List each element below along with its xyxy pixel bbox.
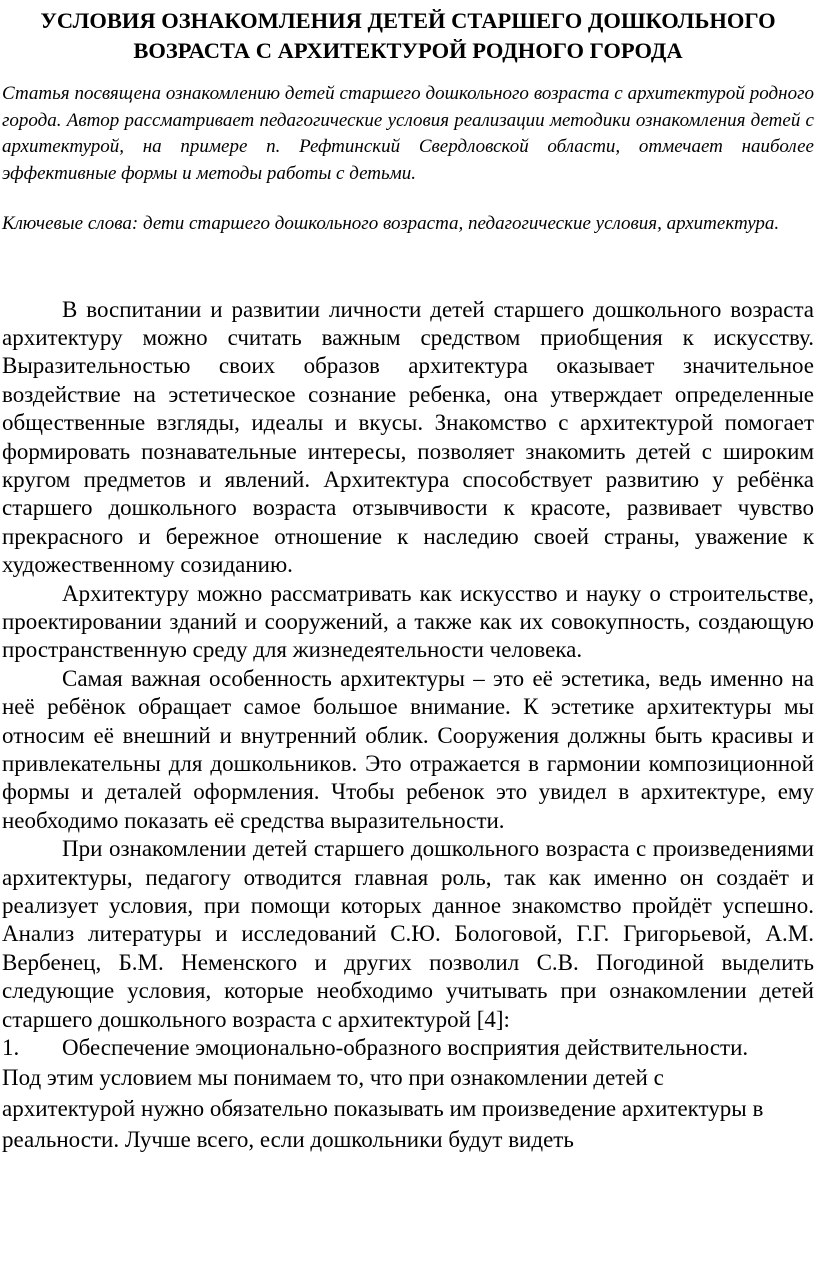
body-paragraph: При ознакомлении детей старшего дошкольного возраста с произведениями архитектуры, педагогу отводится главная роль, так как именно он создаёт и реализует условия, при помощи которых данное знакомство пройдёт успешно. Анализ литературы и исследований С.Ю. Бологовой, Г.Г. Григорьевой, А.М. Вербенец, Б.М. Неменского и других позволил С.В. Погодиной выделить следующие условия, которые необходимо учитывать при ознакомлении детей старшего дошкольного возраста с архитектурой [4]:: [2, 836, 814, 1032]
body-paragraph: Архитектуру можно рассматривать как искусство и науку о строительстве, проектировании зданий и сооружений, а также как их совокупность, создающую пространственную среду для жизнедеятельности человека.: [2, 580, 814, 663]
list-item-number: 1.: [2, 1035, 20, 1061]
article-title: УСЛОВИЯ ОЗНАКОМЛЕНИЯ ДЕТЕЙ СТАРШЕГО ДОШКОЛЬНОГО ВОЗРАСТА С АРХИТЕКТУРОЙ РОДНОГО ГОРОДА: [40, 8, 776, 63]
article-abstract: Статья посвящена ознакомлению детей старшего дошкольного возраста с архитектурой родного города. Автор рассматривает педагогические условия реализации методики ознакомления детей с архитектурой, на примере п. Рефтинский Свердловской области, отмечает наиболее эффективные формы и методы работы с детьми.: [2, 83, 814, 184]
body-paragraph: В воспитании и развитии личности детей старшего дошкольного возраста архитектуру можно считать важным средством приобщения к искусству. Выразительностью своих образов архитектура оказывает значительное воздействие на эстетическое сознание ребенка, она утверждает определенные общественные взгляды, идеалы и вкусы. Знакомство с архитектурой помогает формировать познавательные интересы, позволяет знакомить детей с широким кругом предметов и явлений. Архитектура способствует развитию у ребёнка старшего дошкольного возраста отзывчивости к красоте, развивает чувство прекрасного и бережное отношение к наследию своей страны, уважение к художественному созиданию.: [2, 296, 814, 578]
article-body: [0, 296, 816, 1156]
text-line: реальности. Лучше всего, если дошкольники будут видеть: [2, 1127, 574, 1153]
numbered-list-item: [2, 1034, 814, 1062]
article-keywords: Ключевые слова: дети старшего дошкольного возраста, педагогические условия, архитектура.: [2, 213, 780, 234]
list-item-text: Обеспечение эмоционально-образного восприятия действительности.: [62, 1035, 749, 1061]
text-line: архитектурой нужно обязательно показывать им произведение архитектуры в: [2, 1096, 764, 1122]
body-paragraph: Самая важная особенность архитектуры – это её эстетика, ведь именно на неё ребёнок обращает самое большое внимание. К эстетике архитектуры мы относим её внешний и внутренний облик. Сооружения должны быть красивы и привлекательны для дошкольников. Это отражается в гармонии композиционной формы и деталей оформления. Чтобы ребенок это увидел в архитектуре, ему необходимо показать её средства выразительности.: [2, 665, 814, 833]
text-line: Под этим условием мы понимаем то, что при ознакомлении детей с: [2, 1065, 664, 1091]
